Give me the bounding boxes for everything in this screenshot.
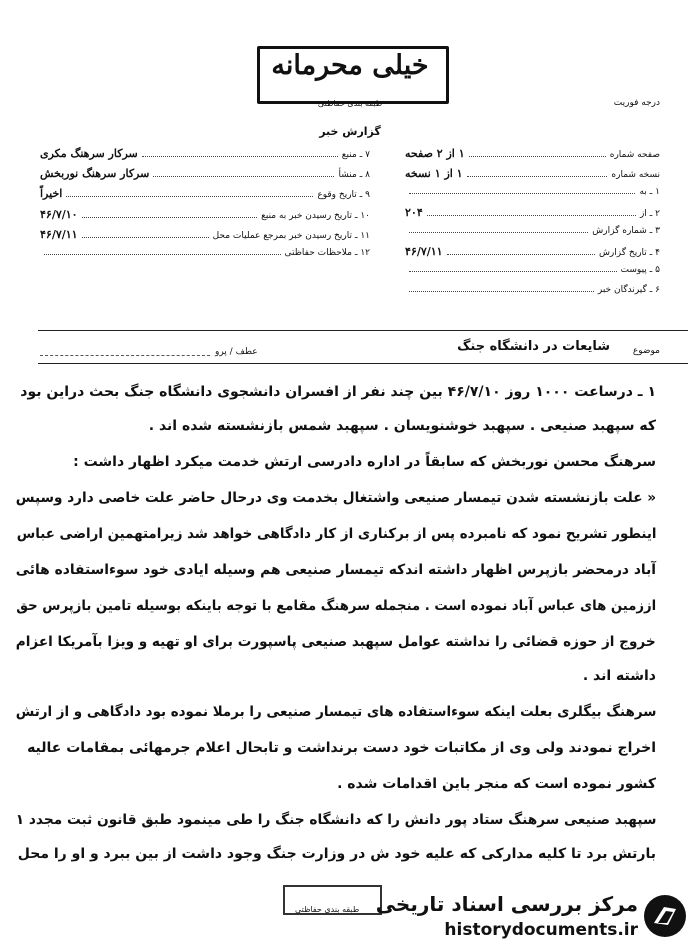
body-line-14: بارتش برد تا کلیه مدارکی که علیه خود ش در وزارت جنگ وجود داشت از بین ببرد و او را محل [17, 846, 656, 862]
report-title: گزارش خبر [319, 125, 381, 138]
field-source-receive-date: ۱۰ ـ تاریخ رسیدن خبر به منبع ۴۶/۷/۱۰ [40, 208, 370, 221]
subject-label: موضوع [632, 346, 660, 356]
urgency-label: درجه فوریت [613, 98, 660, 108]
body-line-13: سپهبد صنیعی سرهنگ ستاد پور دانش را که دانشگاه جنگ را طی مینمود طبق قانون ثبت مجدد ۱ [15, 812, 657, 828]
body-line-7: اززمین های عباس آباد نموده است . منجمله سرهنگ مقامع با توجه باینکه بوسیله تامین بازپرس حق [16, 598, 656, 614]
reference-label: عطف / پرو [215, 347, 258, 357]
subject-value: شایعات در دانشگاه جنگ [457, 339, 610, 354]
field-report-number: ۳ ـ شماره گزارش [405, 226, 660, 236]
body-line-6: آباد درمحضر بازپرس اظهار داشته اندکه تیمسار صنیعی هم وسیله ایادی خود سوءاستفاده هائی [15, 562, 656, 578]
field-copy-number: نسخه شماره ۱ از ۱ نسخه [405, 167, 660, 180]
field-occurrence-date: ۹ ـ تاریخ وقوع اخیراً [40, 187, 370, 200]
body-line-10: سرهنگ بیگلری بعلت اینکه سوءاستفاده های تیمسار صنیعی را برملا نموده بود دادگاهی و از ارتش [15, 704, 656, 720]
body-line-3: سرهنگ محسن نوربخش که سابقاً در اداره دادرسی ارتش خدمت میکرد اظهار داشت : [73, 454, 656, 470]
body-line-9: داشته اند . [582, 668, 656, 684]
body-line-8: خروج از حوزه قضائی را نداشته عوامل سپهبد صنیعی پاسپورت برای او تهیه و ویزا بآمریکا اعزام [16, 634, 656, 650]
body-line-5: اینطور تشریح نمود که نامبرده پس از برکناری از کار دادگاهی خواهد شد زیرامتهمین اراضی عباس [16, 526, 656, 542]
body-line-11: اخراج نمودند ولی وی از مکاتبات خود دست برنداشت و تابحال اعلام جرمهائی بمقامات عالیه [27, 740, 656, 756]
field-report-date: ۴ ـ تاریخ گزارش ۴۶/۷/۱۱ [405, 245, 660, 258]
archive-logo-fa: مرکز بررسی اسناد تاریخی [375, 892, 638, 916]
body-line-4: « علت بازنشسته شدن تیمسار صنیعی واشتغال بخدمت وی درحال حاضر علت خاصی دارد وسپس [15, 490, 656, 506]
classification-stamp: خیلی محرمانه [271, 50, 429, 81]
field-from: ۲ ـ از ۲۰۴ [405, 206, 660, 219]
field-page-number: صفحه شماره ۱ از ۲ صفحه [405, 147, 660, 160]
bottom-classification-label: طبقه بندی حفاظتی [295, 905, 360, 914]
archive-logo-url: historydocuments.ir [444, 920, 638, 940]
field-security-notes: ۱۲ ـ ملاحظات حفاظتی [40, 248, 370, 258]
archive-logo-icon [642, 893, 688, 939]
field-recipients: ۶ ـ گیرندگان خبر [405, 285, 660, 295]
separator-subject [38, 363, 688, 364]
field-to: ۱ ـ به [405, 187, 660, 197]
field-source: ۷ ـ منبع سرکار سرهنگ مکری [40, 147, 370, 160]
separator-top [38, 330, 688, 331]
body-line-12: کشور نموده است که منجر باین اقدامات شده . [337, 776, 656, 792]
field-authority-receive-date: ۱۱ ـ تاریخ رسیدن خبر بمرجع عملیات محل ۴۶/۷/۱۱ [40, 228, 370, 241]
classification-label: طبقه بندی حفاظتی [317, 99, 383, 108]
field-origin: ۸ ـ منشأ سرکار سرهنگ نوربخش [40, 167, 370, 180]
body-line-2: که سپهبد صنیعی . سپهبد خوشنویسان . سپهبد شمس بازنشسته شده اند . [148, 418, 656, 434]
body-line-1: ۱ ـ درساعت ۱۰۰۰ روز ۴۶/۷/۱۰ بین چند نفر از افسران دانشجوی دانشگاه جنگ بحث دراین بود [20, 384, 656, 400]
field-attachment: ۵ ـ پیوست [405, 265, 660, 275]
reference-dots [40, 355, 210, 356]
